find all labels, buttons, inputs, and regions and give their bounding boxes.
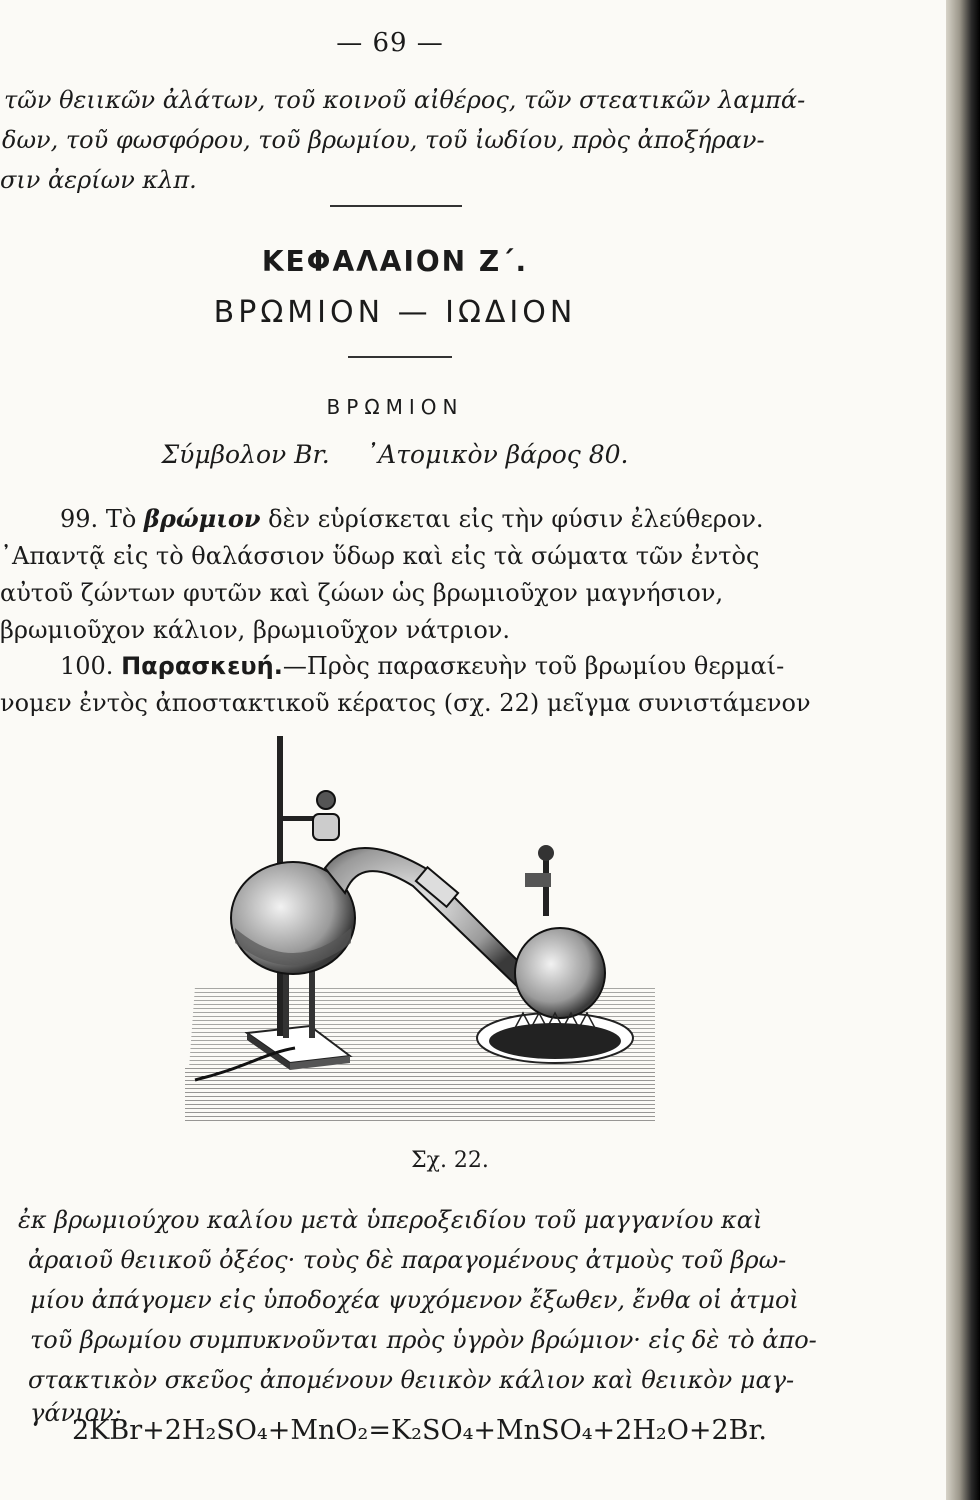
chapter-heading: ΚΕΦΑΛΑΙΟΝ Ζ΄. <box>261 245 529 278</box>
term-preparation: Παρασκευή. <box>121 652 283 680</box>
para-line: νομεν ἐντὸς ἀποστακτικοῦ κέρατος (σχ. 22) μεῖγμα συνιστάμενον <box>0 689 811 717</box>
para-line <box>0 500 830 538</box>
chemical-equation: 2KBr+2H₂SO₄+MnO₂=K₂SO₄+MnSO₄+2H₂O+2Br. <box>72 1415 767 1446</box>
intro-line: σιν ἀερίων κλπ. <box>0 166 197 194</box>
para-text: —Πρὸς παρασκευὴν τοῦ βρωμίου θερμαί- <box>282 652 785 680</box>
para-line: ἀραιοῦ θειικοῦ ὀξέος· τοὺς δὲ παραγομένους ἀτμοὺς τοῦ βρω- <box>28 1246 787 1274</box>
para-line: στακτικὸν σκεῦος ἀπομένουν θειικὸν κάλιον καὶ θειικὸν μαγ- <box>28 1366 795 1394</box>
divider-rule <box>330 205 462 207</box>
element-info <box>0 440 790 469</box>
atomic-weight: ᾿Ατομικὸν βάρος 80. <box>365 440 629 469</box>
page-edge-shadow <box>946 0 980 1500</box>
intro-line: δων, τοῦ φωσφόρου, τοῦ βρωμίου, τοῦ ἰωδίου, πρὸς ἀποξήραν- <box>2 126 765 154</box>
paragraph-99 <box>0 500 830 649</box>
page-number: — 69 — <box>336 28 444 58</box>
figure-caption: Σχ. 22. <box>411 1148 489 1173</box>
divider-rule <box>348 356 452 358</box>
intro-line: τῶν θειικῶν ἀλάτων, τοῦ κοινοῦ αἰθέρος, τῶν στεατικῶν λαμπά- <box>4 86 806 114</box>
para-line: ᾿Απαντᾷ εἰς τὸ θαλάσσιον ὕδωρ καὶ εἰς τὰ σώματα τῶν ἐντὸς <box>0 542 760 570</box>
para-line: γάνιον: <box>30 1400 122 1426</box>
section-title: ΒΡΩΜΙΟΝ — ΙΩΔΙΟΝ <box>213 295 577 330</box>
subheading: ΒΡΩΜΙΟΝ <box>326 395 464 419</box>
distillation-illustration <box>185 728 665 1128</box>
para-line: τοῦ βρωμίου συμπυκνοῦνται πρὸς ὑγρὸν βρώμιον· εἰς δὲ τὸ ἀπο- <box>30 1326 817 1354</box>
receiver-flask <box>515 928 605 1018</box>
element-symbol: Σύμβολον Br. <box>161 440 330 469</box>
continuation-paragraph <box>0 1200 830 1426</box>
paragraph-number: 99. <box>60 505 99 533</box>
intro-paragraph <box>0 80 830 200</box>
para-text: δὲν εὑρίσκεται εἰς τὴν φύσιν ἐλεύθερον. <box>268 505 764 533</box>
para-line: ἐκ βρωμιούχου καλίου μετὰ ὑπεροξειδίου τοῦ μαγγανίου καὶ <box>18 1206 763 1234</box>
figure-distillation-apparatus <box>185 728 665 1128</box>
para-line: βρωμιοῦχον κάλιον, βρωμιοῦχον νάτριον. <box>0 616 511 644</box>
term-bromine: βρώμιον <box>143 504 261 533</box>
para-line: αὐτοῦ ζώντων φυτῶν καὶ ζώων ὡς βρωμιοῦχον μαγνήσιον, <box>0 579 724 607</box>
para-line <box>0 648 830 685</box>
para-text: Τὸ <box>105 505 137 533</box>
paragraph-100 <box>0 648 830 722</box>
paragraph-number: 100. <box>60 652 114 680</box>
para-line: μίου ἀπάγομεν εἰς ὑποδοχέα ψυχόμενον ἔξωθεν, ἔνθα οἱ ἀτμοὶ <box>30 1286 799 1314</box>
